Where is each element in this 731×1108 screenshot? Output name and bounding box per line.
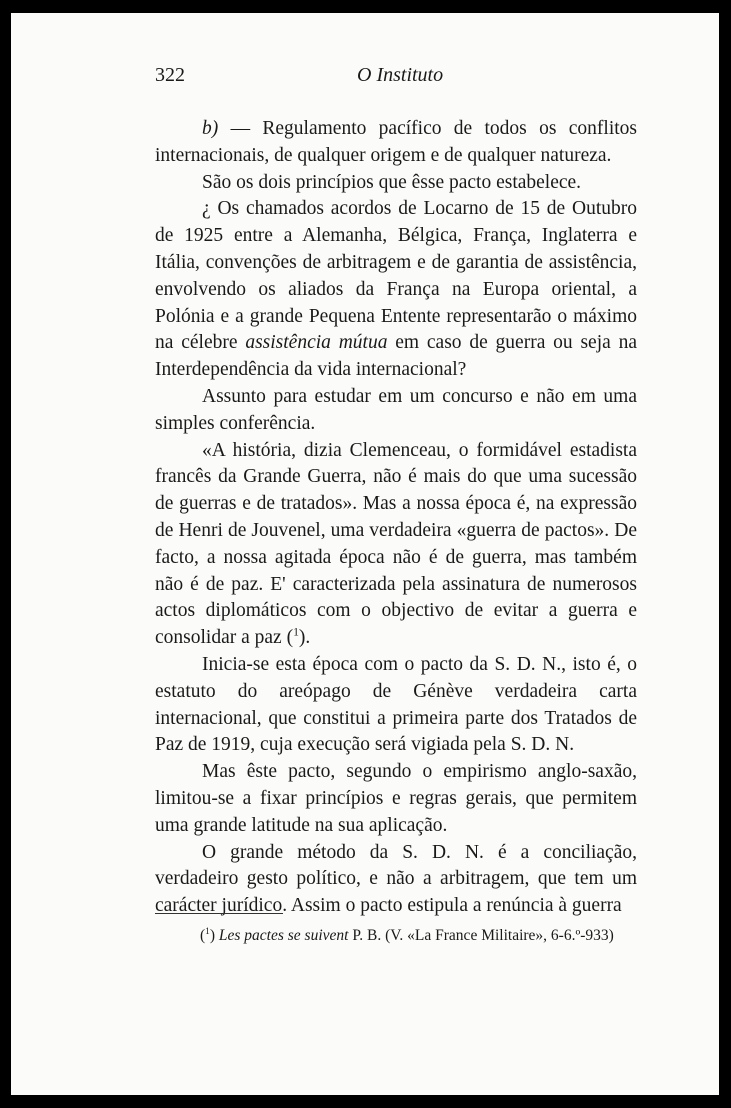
paragraph-6: Inicia-se esta época com o pacto da S. D. N., isto é, o estatuto do areópago de Génève verdadeira carta internacional, que constitui a primeira parte dos Tratados de Paz de 1919, cuja execução será vigiada pela S. D. N. (155, 653, 637, 756)
page-number: 322 (155, 64, 185, 86)
body-text (155, 116, 637, 920)
paragraph-5 (155, 438, 637, 652)
paragraph-3-emphasis: assistência mútua (245, 332, 388, 354)
paragraph-8: O grande método da S. D. N. é a conciliação, verdadeiro gesto político, e não a arbitragem, que tem um carácter jurídico. Assim o pacto estipula a renúncia à guerra (155, 841, 637, 917)
paragraph-5-text-b: ). (298, 627, 311, 649)
footnote-divider (155, 913, 283, 914)
paragraph-2: São os dois princípios que êsse pacto estabelece. (202, 171, 582, 193)
paragraph-3-text-a: ¿ Os chamados acordos de Locarno de 15 de Outubro de 1925 entre a Alemanha, Bélgica, França, Inglaterra e Itália, convenções de arbitragem e de garantia de assistência, envolvendo os aliados da França na Europa oriental, a Polónia e a grande Pequena Entente representarão o máximo na célebre (155, 198, 637, 354)
footnote-reference[interactable]: 1 (293, 625, 299, 639)
running-title: O Instituto (357, 64, 444, 86)
footnote-source: P. B. (V. «La France Militaire», 6-6.º-933) (348, 927, 614, 944)
paragraph-7: Mas êste pacto, segundo o empirismo anglo-saxão, limitou-se a fixar princípios e regras gerais, que permitem uma grande latitude na sua aplicação. (155, 761, 637, 836)
footnote-marker: 1 (205, 926, 210, 937)
page-header (155, 64, 637, 94)
list-label: b) (202, 118, 219, 139)
paragraph-1-text: — Regulamento pacífico de todos os conflitos internacionais, de qualquer origem e de qualquer natureza. (155, 118, 637, 166)
paragraph-4: Assunto para estudar em um concurso e não em uma simples conferência. (155, 385, 637, 434)
footnote-title: Les pactes se suivent (218, 927, 349, 944)
paragraph-1 (155, 116, 637, 170)
footnote: ($^1$) Les pactes se suivent P. B. (V. «La France Militaire», 6-6.º-933) (200, 926, 614, 944)
paragraph-5-text-a: «A história, dizia Clemenceau, o formidável estadista francês da Grande Guerra, não é mais do que uma sucessão de guerras e de tratados». Mas a nossa época é, na expressão de Henri de Jouvenel, uma verdadeira «guerra de pactos». De facto, a nossa agitada época não é de guerra, mas também não é de paz. E' caracterizada pela assinatura de numerosos actos diplomáticos com o objectivo de evitar a guerra e consolidar a paz ( (155, 439, 637, 649)
paragraph-3 (155, 196, 637, 384)
paragraph-3-text-b: em caso de guerra ou seja na Interdependência da vida internacional? (155, 332, 637, 381)
